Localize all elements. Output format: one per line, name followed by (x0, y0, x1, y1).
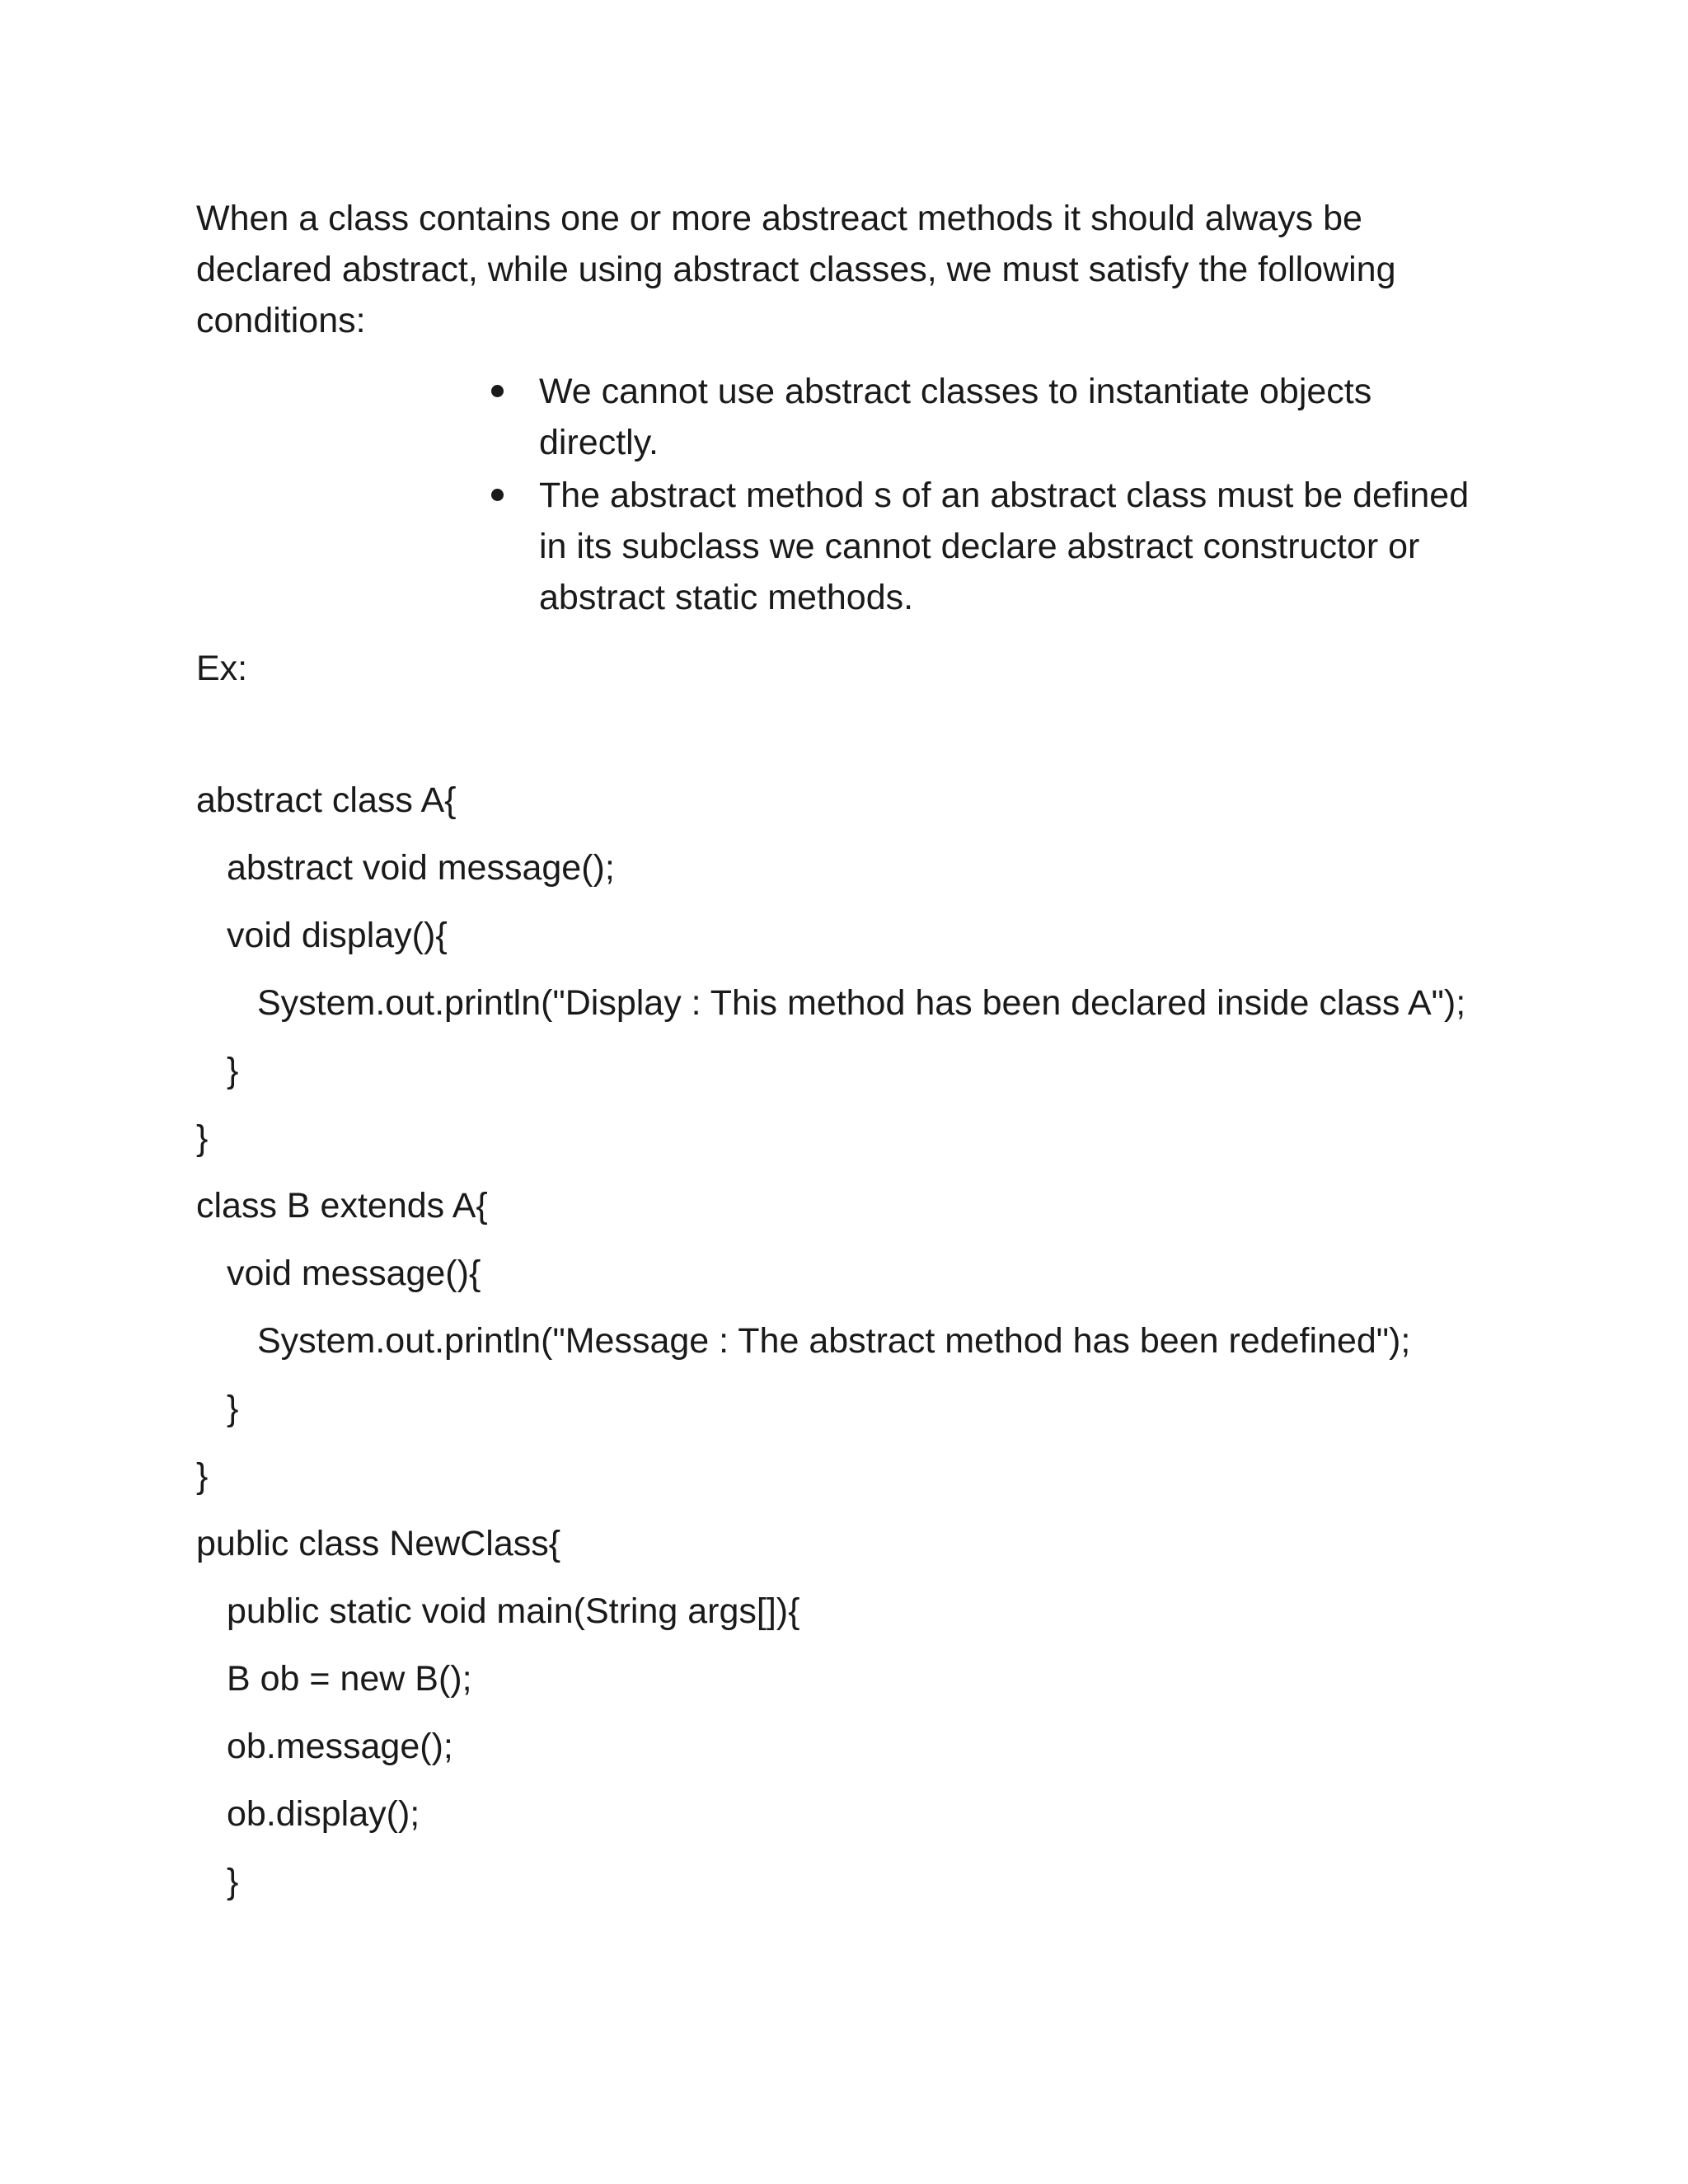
bullet-icon (491, 489, 504, 501)
code-line: System.out.println("Message : The abstract method has been redefined"); (257, 1321, 1411, 1361)
condition-item (491, 366, 1505, 468)
condition-line: directly. (539, 423, 659, 462)
code-line: B ob = new B(); (227, 1659, 472, 1699)
code-line: } (227, 1862, 239, 1901)
intro-line: declared abstract, while using abstract classes, we must satisfy the following (196, 250, 1396, 289)
code-line: System.out.println("Display : This method has been declared inside class A"); (257, 983, 1466, 1023)
bullet-icon (491, 385, 504, 397)
code-line: void message(){ (227, 1254, 481, 1293)
conditions-list (491, 366, 1505, 625)
code-line: } (227, 1389, 239, 1428)
intro-line: conditions: (196, 301, 366, 340)
code-line: class B extends A{ (196, 1186, 488, 1226)
code-line: abstract class A{ (196, 780, 457, 820)
condition-item (491, 470, 1505, 623)
code-line: abstract void message(); (227, 848, 615, 888)
code-line: void display(){ (227, 916, 448, 955)
code-line: } (196, 1118, 209, 1158)
code-line: } (227, 1051, 239, 1090)
code-line: public static void main(String args[]){ (227, 1591, 800, 1631)
code-line: public class NewClass{ (196, 1524, 561, 1563)
code-line: ob.message(); (227, 1727, 453, 1766)
intro-paragraph (196, 193, 1482, 346)
code-line: } (196, 1456, 209, 1496)
condition-line: abstract static methods. (539, 578, 914, 617)
condition-line: The abstract method s of an abstract class must be defined (539, 476, 1470, 515)
code-example (196, 775, 1597, 1924)
example-label: Ex: (196, 649, 248, 688)
condition-line: We cannot use abstract classes to instantiate objects (539, 372, 1372, 411)
condition-line: in its subclass we cannot declare abstract constructor or (539, 527, 1420, 566)
code-line: ob.display(); (227, 1794, 420, 1834)
intro-line: When a class contains one or more abstreact methods it should always be (196, 199, 1362, 238)
